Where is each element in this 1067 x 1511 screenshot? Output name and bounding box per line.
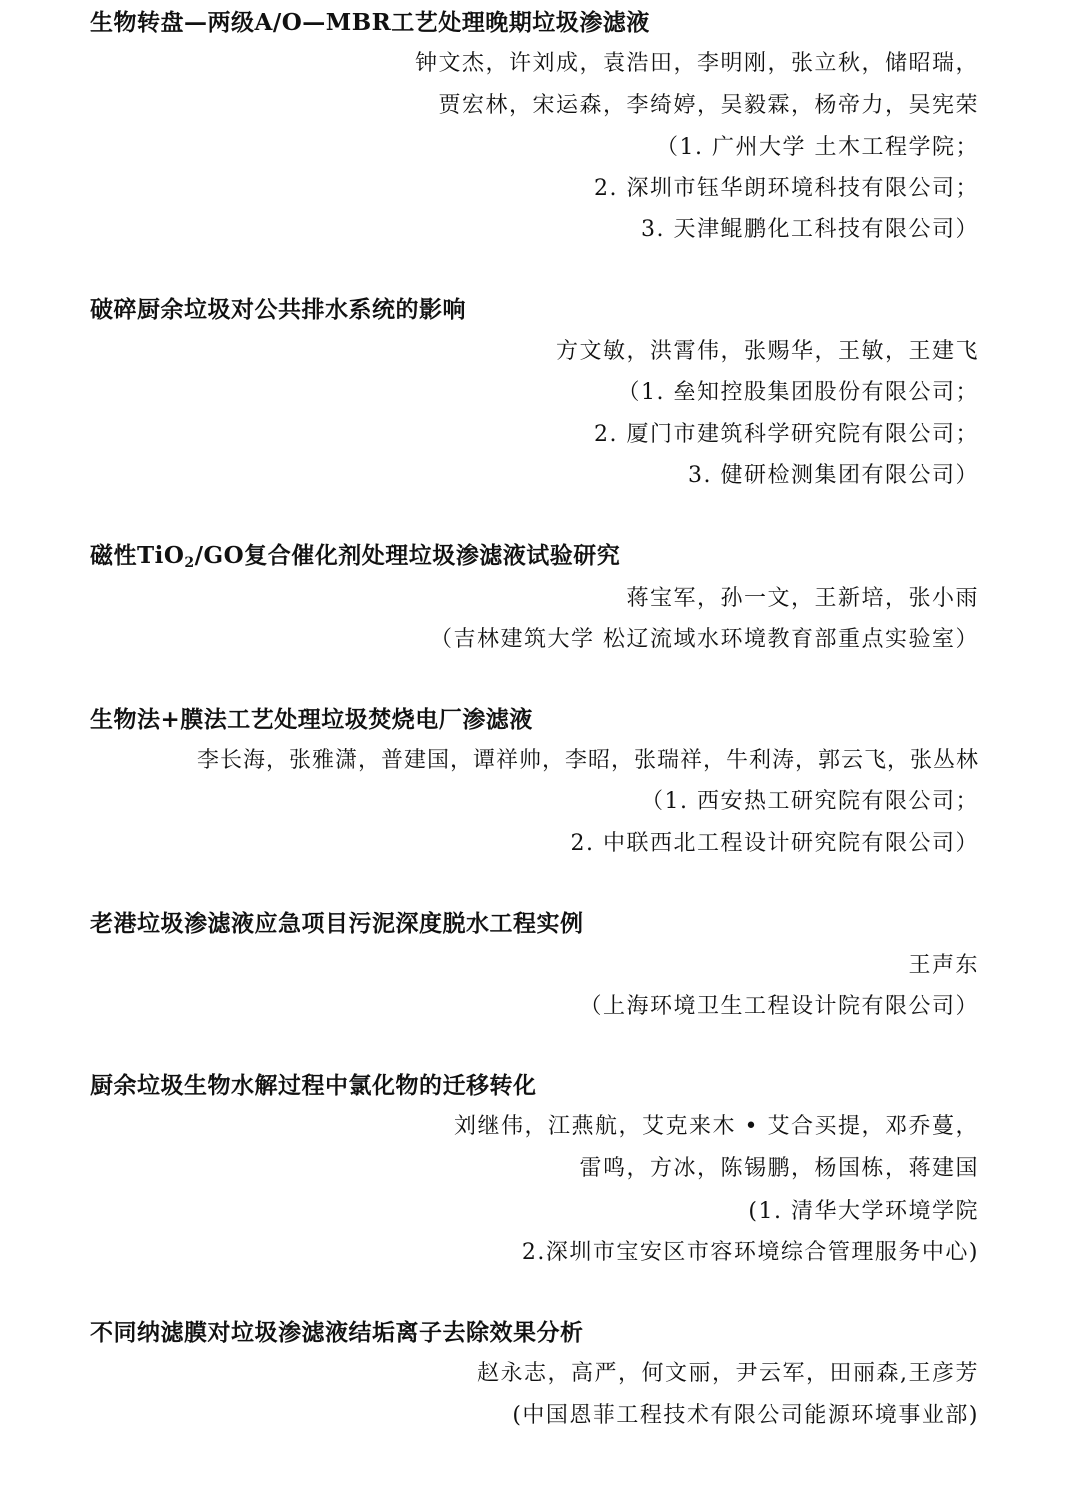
affiliation-line: 2. 深圳市钰华朗环境科技有限公司；	[594, 176, 979, 201]
article-title: 老港垃圾渗滤液应急项目污泥深度脱水工程实例	[90, 910, 584, 937]
author-line: 蒋宝军，孙一文，王新培，张小雨	[626, 586, 979, 611]
author-line: 方文敏，洪霄伟，张赐华，王敏，王建飞	[555, 339, 979, 364]
title-part: 磁性TiO	[90, 542, 185, 569]
affiliation-line: 2.深圳市宝安区市容环境综合管理服务中心)	[521, 1240, 979, 1265]
article-title: 生物转盘—两级A/O—MBR工艺处理晚期垃圾渗滤液	[90, 9, 650, 36]
author-line: 王声东	[908, 953, 979, 978]
affiliation-line: (中国恩菲工程技术有限公司能源环境事业部)	[512, 1403, 979, 1428]
affiliation-line: （1. 垒知控股集团股份有限公司；	[617, 380, 979, 405]
author-line: 雷鸣，方冰，陈锡鹏，杨国栋，蒋建国	[579, 1156, 979, 1181]
author-line: 李长海，张雅潇，普建国，谭祥帅，李昭，张瑞祥，牛利涛，郭云飞，张丛林	[196, 748, 979, 773]
affiliation-line: 2. 厦门市建筑科学研究院有限公司；	[594, 422, 979, 447]
affiliation-line: 3. 天津鲲鹏化工科技有限公司）	[641, 217, 979, 242]
article-title: 不同纳滤膜对垃圾渗滤液结垢离子去除效果分析	[90, 1319, 584, 1346]
affiliation-line: （1. 西安热工研究院有限公司；	[641, 789, 979, 814]
affiliation-line: 3. 健研检测集团有限公司）	[688, 463, 979, 488]
affiliation-line: 2. 中联西北工程设计研究院有限公司）	[570, 831, 979, 856]
affiliation-line: （1. 广州大学 土木工程学院；	[656, 135, 979, 160]
title-subscript: 2	[184, 555, 195, 571]
article-title: 生物法+膜法工艺处理垃圾焚烧电厂渗滤液	[90, 706, 533, 733]
author-line: 赵永志，高严，何文丽，尹云军，田丽森,王彦芳	[477, 1361, 979, 1386]
author-line: 刘继伟，江燕航，艾克来木 • 艾合买提，邓乔蔓，	[454, 1114, 979, 1139]
title-part: /GO复合催化剂处理垃圾渗滤液试验研究	[194, 542, 621, 569]
author-line: 贾宏林，宋运森，李绮婷，吴毅霖，杨帝力，吴宪荣	[438, 93, 979, 118]
article-title: 厨余垃圾生物水解过程中氯化物的迁移转化	[90, 1072, 537, 1099]
affiliation-line: （上海环境卫生工程设计院有限公司）	[579, 994, 979, 1019]
affiliation-line: （吉林建筑大学 松辽流域水环境教育部重点实验室）	[430, 627, 979, 652]
affiliation-line: (1. 清华大学环境学院	[748, 1199, 979, 1224]
author-line: 钟文杰，许刘成，袁浩田，李明刚，张立秋，储昭瑞，	[414, 51, 979, 76]
article-title	[90, 541, 620, 571]
article-title: 破碎厨余垃圾对公共排水系统的影响	[90, 296, 466, 323]
